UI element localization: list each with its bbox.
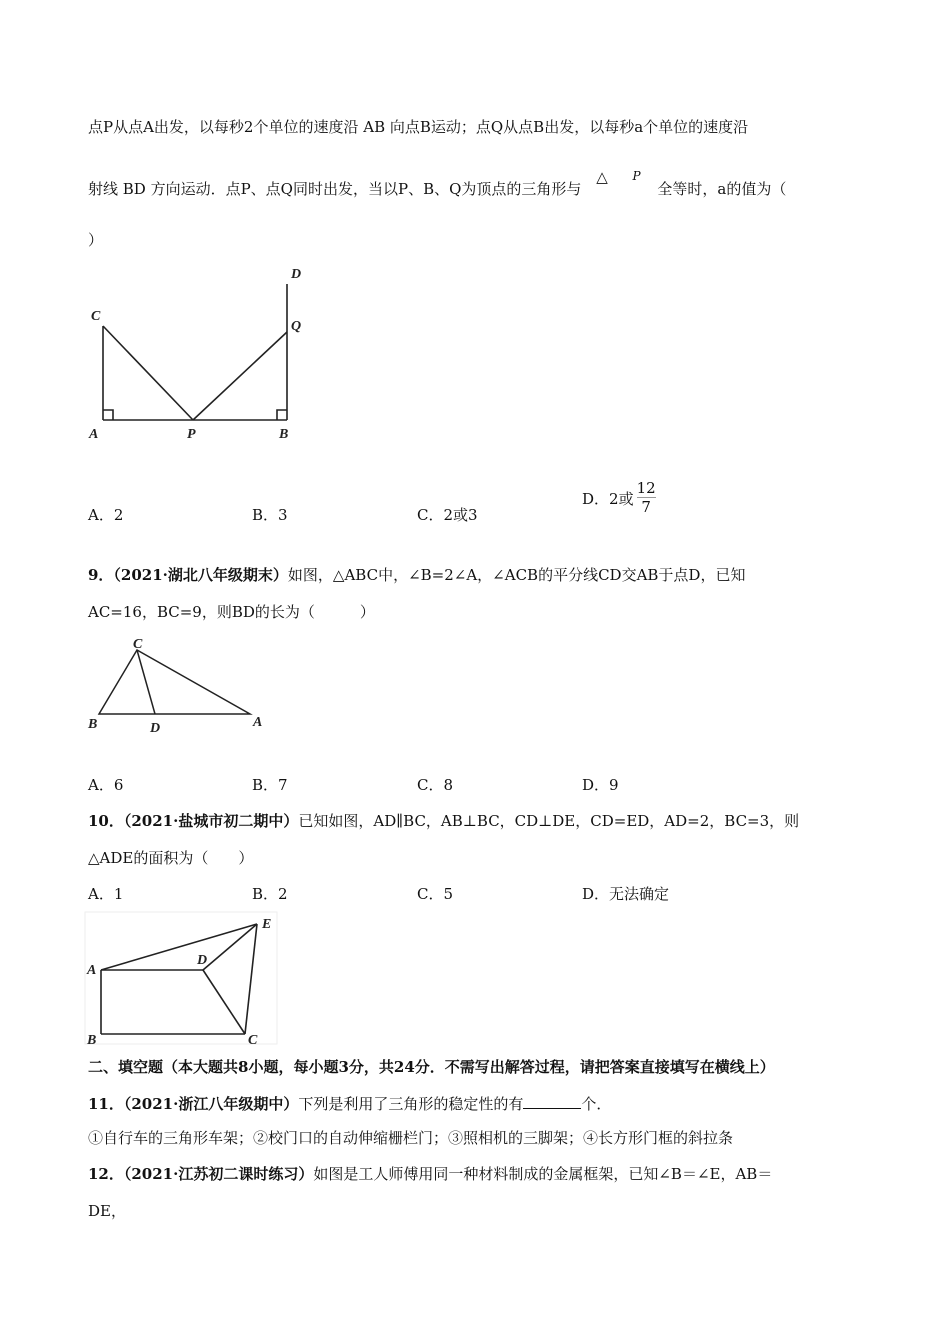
- label-b: B: [88, 717, 98, 732]
- label-p: P: [187, 427, 196, 442]
- section-heading: 二、填空题（本大题共8小题，每小题3分，共24分．不需写出解答过程，请把答案直接填写在横线上）: [88, 1058, 775, 1076]
- q10-line1: [88, 811, 799, 831]
- q8-line2-end: 全等时，a的值为（: [657, 180, 787, 198]
- q10-text: 已知如图，AD∥BC，AB⊥BC，CD⊥DE，CD=ED，AD=2，BC=3，则: [298, 812, 800, 830]
- fraction: [637, 479, 656, 516]
- triangle-symbol: △: [596, 168, 608, 186]
- q12-line1: [88, 1164, 772, 1184]
- q8-line2: [88, 168, 787, 200]
- q9-line2: AC=16，BC=9，则BD的长为（ ）: [88, 603, 375, 621]
- q10-option-a: A．1: [88, 885, 124, 903]
- label-q: Q: [291, 319, 302, 334]
- label-b: B: [279, 427, 289, 442]
- q12-line2: DE，: [88, 1202, 126, 1220]
- q8-option-d-text: D．2或: [582, 489, 634, 508]
- label-d: D: [150, 721, 161, 736]
- q9-option-c: C．8: [417, 776, 454, 794]
- q8-option-d: [582, 479, 656, 516]
- q9-line1: [88, 565, 745, 585]
- answer-blank[interactable]: [523, 1094, 581, 1109]
- label-d: D: [291, 267, 302, 282]
- q9-option-d: D．9: [582, 776, 619, 794]
- q9-figure: [85, 637, 275, 740]
- label-c: C: [133, 637, 143, 652]
- q11-text-end: 个．: [581, 1095, 612, 1113]
- label-c: C: [248, 1033, 258, 1048]
- label-a: A: [87, 963, 97, 978]
- q8-line2-text: 射线 BD 方向运动．点P、点Q同时出发，当以P、B、Q为顶点的三角形与: [88, 180, 582, 198]
- q11-line1: [88, 1094, 611, 1114]
- q8-option-a: A．2: [88, 506, 124, 524]
- q9-option-b: B．7: [252, 776, 288, 794]
- q8-line3: ）: [88, 231, 104, 249]
- label-d: D: [197, 953, 208, 968]
- triangle-p-label: P: [632, 169, 641, 183]
- q12-number: 12．（2021·江苏初二课时练习）: [88, 1165, 314, 1183]
- label-b: B: [87, 1033, 97, 1048]
- q12-text: 如图是工人师傅用同一种材料制成的金属框架，已知∠B＝∠E，AB＝: [313, 1165, 773, 1183]
- q9-text: 如图，△ABC中，∠B=2∠A，∠ACB的平分线CD交AB于点D，已知: [287, 566, 746, 584]
- q11-number: 11．（2021·浙江八年级期中）: [88, 1095, 299, 1113]
- q10-option-d: D．无法确定: [582, 885, 670, 903]
- q9-number: 9．（2021·湖北八年级期末）: [88, 566, 288, 584]
- q10-option-b: B．2: [252, 885, 288, 903]
- label-a: A: [89, 427, 99, 442]
- q9-option-a: A．6: [88, 776, 124, 794]
- q10-figure: [85, 912, 280, 1047]
- q10-number: 10．（2021·盐城市初二期中）: [88, 812, 299, 830]
- fraction-denominator: 7: [641, 498, 651, 516]
- fraction-numerator: 12: [636, 479, 656, 497]
- q8-option-c: C．2或3: [417, 506, 478, 524]
- label-c: C: [91, 309, 101, 324]
- label-a: A: [253, 715, 263, 730]
- label-e: E: [262, 917, 272, 932]
- q11-text: 下列是利用了三角形的稳定性的有: [298, 1095, 524, 1113]
- q10-line2: △ADE的面积为（ ）: [88, 849, 254, 867]
- q8-figure: [85, 262, 315, 442]
- q10-option-c: C．5: [417, 885, 454, 903]
- q8-option-b: B．3: [252, 506, 288, 524]
- q8-line1: 点P从点A出发，以每秒2个单位的速度沿 AB 向点B运动；点Q从点B出发，以每秒a个单位的速度沿: [88, 118, 749, 136]
- q11-line2: ①自行车的三角形车架；②校门口的自动伸缩栅栏门；③照相机的三脚架；④长方形门框的斜拉条: [88, 1129, 734, 1147]
